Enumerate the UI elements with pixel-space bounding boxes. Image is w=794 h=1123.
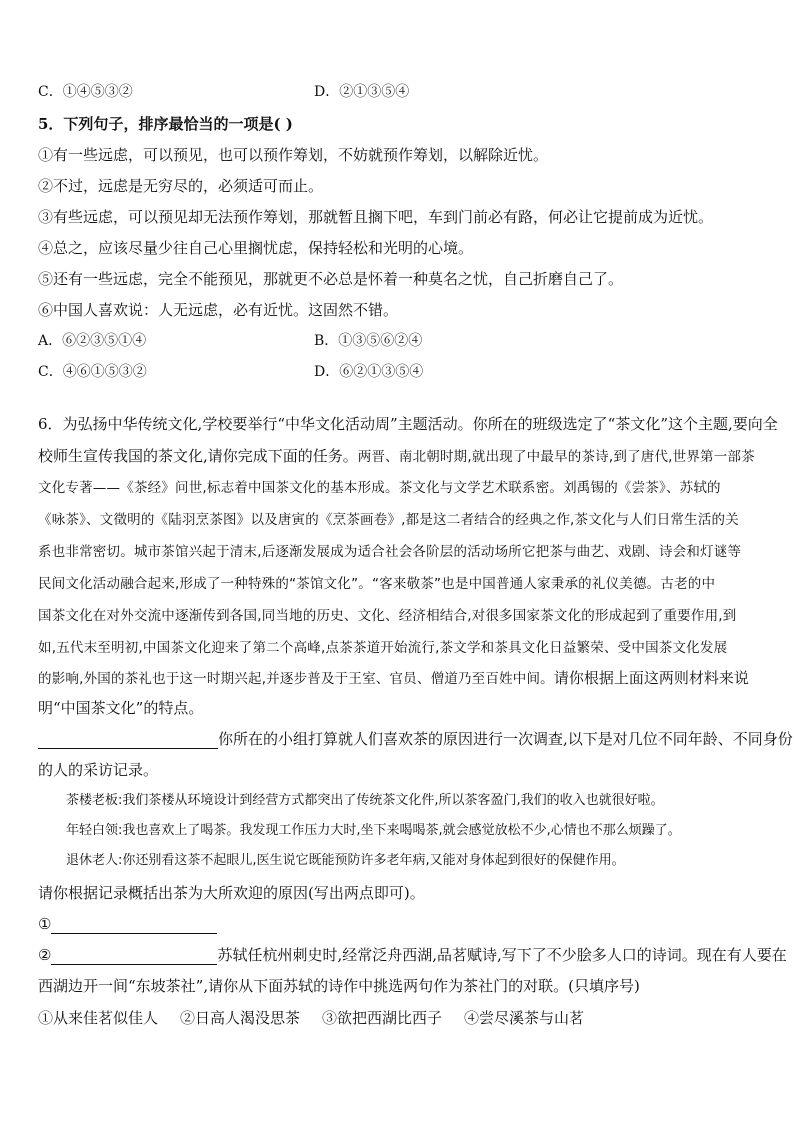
poem-choices bbox=[38, 1008, 584, 1028]
option-c: C．①④⑤③② bbox=[38, 84, 133, 100]
answer-blank[interactable] bbox=[51, 917, 217, 934]
poem-choice: ②日高人渴没思茶 bbox=[180, 1009, 301, 1027]
sentence-1: ①有一些远虑，可以预见，也可以预作筹划，不妨就预作筹划，以解除近忧。 bbox=[38, 146, 549, 164]
material-line: 系也非常密切。城市茶馆兴起于清末,后逐渐发展成为适合社会各阶层的活动场所它把茶与曲艺、戏剧、诗会和灯谜等 bbox=[38, 544, 742, 560]
answer-line-2 bbox=[38, 945, 787, 965]
survey-intro-text: 你所在的小组打算就人们喜欢茶的原因进行一次调查,以下是对几位不同年龄、不同身份 bbox=[218, 730, 793, 748]
question-6-line: 明“中国茶文化”的特点。 bbox=[38, 699, 204, 717]
poem-choice: ①从来佳茗似佳人 bbox=[38, 1009, 159, 1027]
poem-choice: ④尝尽溪茶与山茗 bbox=[464, 1009, 585, 1027]
poem-choice: ③欲把西湖比西子 bbox=[322, 1009, 443, 1027]
material-line: 如,五代末至明初,中国茶文化迎来了第二个高峰,点茶茶道开始流行,茶文学和茶具文化日益繁荣、受中国茶文化发展 bbox=[38, 640, 728, 656]
survey-intro-line: 的人的采访记录。 bbox=[38, 761, 159, 779]
interview-record: 年轻白领:我也喜欢上了喝茶。我发现工作压力大时,坐下来喝喝茶,就会感觉放松不少,心情也不那么烦躁了。 bbox=[66, 823, 681, 838]
material-text: 的影响,外国的茶礼也于这一时期兴起,并逐步普及于王室、官员、僧道乃至百姓中间。 bbox=[38, 671, 554, 687]
question-6-text: 请你根据上面这两则材料来说 bbox=[553, 669, 749, 687]
sentence-3: ③有些远虑，可以预见却无法预作筹划，那就暂且搁下吧，车到门前必有路，何必让它提前成为近忧。 bbox=[38, 208, 714, 226]
material-line: 国茶文化在对外交流中逐渐传到各国,同当地的历史、文化、经济相结合,对很多国家茶文化的形成起到了重要作用,到 bbox=[38, 608, 737, 624]
question-6-text: 校师生宣传我国的茶文化,请你完成下面的任务。 bbox=[38, 447, 358, 465]
question-5-stem: 5．下列句子，排序最恰当的一项是( ) bbox=[38, 115, 293, 133]
option-d: D．②①③⑤④ bbox=[314, 84, 410, 100]
summary-prompt: 请你根据记录概括出茶为大所欢迎的原因(写出两点即可)。 bbox=[38, 884, 425, 902]
question-6-line bbox=[38, 446, 755, 467]
answer-blank[interactable] bbox=[51, 948, 217, 965]
material-text: 两晋、南北朝时期,就出现了中最早的茶诗,到了唐代,世界第一部茶 bbox=[357, 449, 755, 465]
question-6-line: 6．为弘扬中华传统文化,学校要举行“中华文化活动周”主题活动。你所在的班级选定了“茶文化”这个主题,要向全 bbox=[38, 415, 778, 433]
answer-number: ① bbox=[38, 915, 52, 933]
couplet-task-text: 苏轼任杭州刺史时,经常泛舟西湖,品茗赋诗,写下了不少脍多人口的诗词。现在有人要在 bbox=[217, 946, 787, 964]
material-line: 《咏茶》、文徵明的《陆羽烹茶图》以及唐寅的《烹茶画卷》,都是这二者结合的经典之作,茶文化与人们日常生活的关 bbox=[38, 512, 739, 528]
answer-number: ② bbox=[38, 946, 52, 964]
sentence-6: ⑥中国人喜欢说：人无远虑，必有近忧。这固然不错。 bbox=[38, 301, 399, 319]
option-b: B．①③⑤⑥②④ bbox=[314, 333, 423, 349]
answer-blank[interactable] bbox=[38, 732, 218, 749]
interview-record: 退休老人:你还别看这茶不起眼儿,医生说它既能预防许多老年病,又能对身体起到很好的保健作用。 bbox=[66, 853, 625, 868]
sentence-4: ④总之，应该尽量少往自己心里搁忧虑，保持轻松和光明的心境。 bbox=[38, 239, 474, 257]
option-d: D．⑥②①③⑤④ bbox=[314, 364, 424, 380]
sentence-2: ②不过，远虑是无穷尽的，必须适可而止。 bbox=[38, 177, 324, 195]
option-c: C．④⑥①⑤③② bbox=[38, 364, 147, 380]
material-line: 文化专著——《茶经》问世,标志着中国茶文化的基本形成。茶文化与文学艺术联系密。刘禹锡的《尝茶》、苏轼的 bbox=[38, 480, 721, 496]
sentence-5: ⑤还有一些远虑，完全不能预见，那就更不必总是怀着一种莫名之忧，自己折磨自己了。 bbox=[38, 270, 624, 288]
couplet-task-line: 西湖边开一间“东坡茶社”,请你从下面苏轼的诗作中挑选两句作为茶社门的对联。(只填序号) bbox=[38, 977, 640, 995]
survey-intro-line bbox=[38, 729, 793, 749]
interview-record: 茶楼老板:我们茶楼从环境设计到经营方式都突出了传统茶文化件,所以茶客盈门,我们的收入也就很好啦。 bbox=[66, 793, 664, 808]
answer-line-1 bbox=[38, 914, 217, 934]
material-line: 民间文化活动融合起来,形成了一种特殊的“茶馆文化”。“客来敬茶”也是中国普通人家秉承的礼仪美德。古老的中 bbox=[38, 576, 716, 592]
option-a: A．⑥②③⑤①④ bbox=[38, 333, 147, 349]
material-line bbox=[38, 668, 749, 689]
